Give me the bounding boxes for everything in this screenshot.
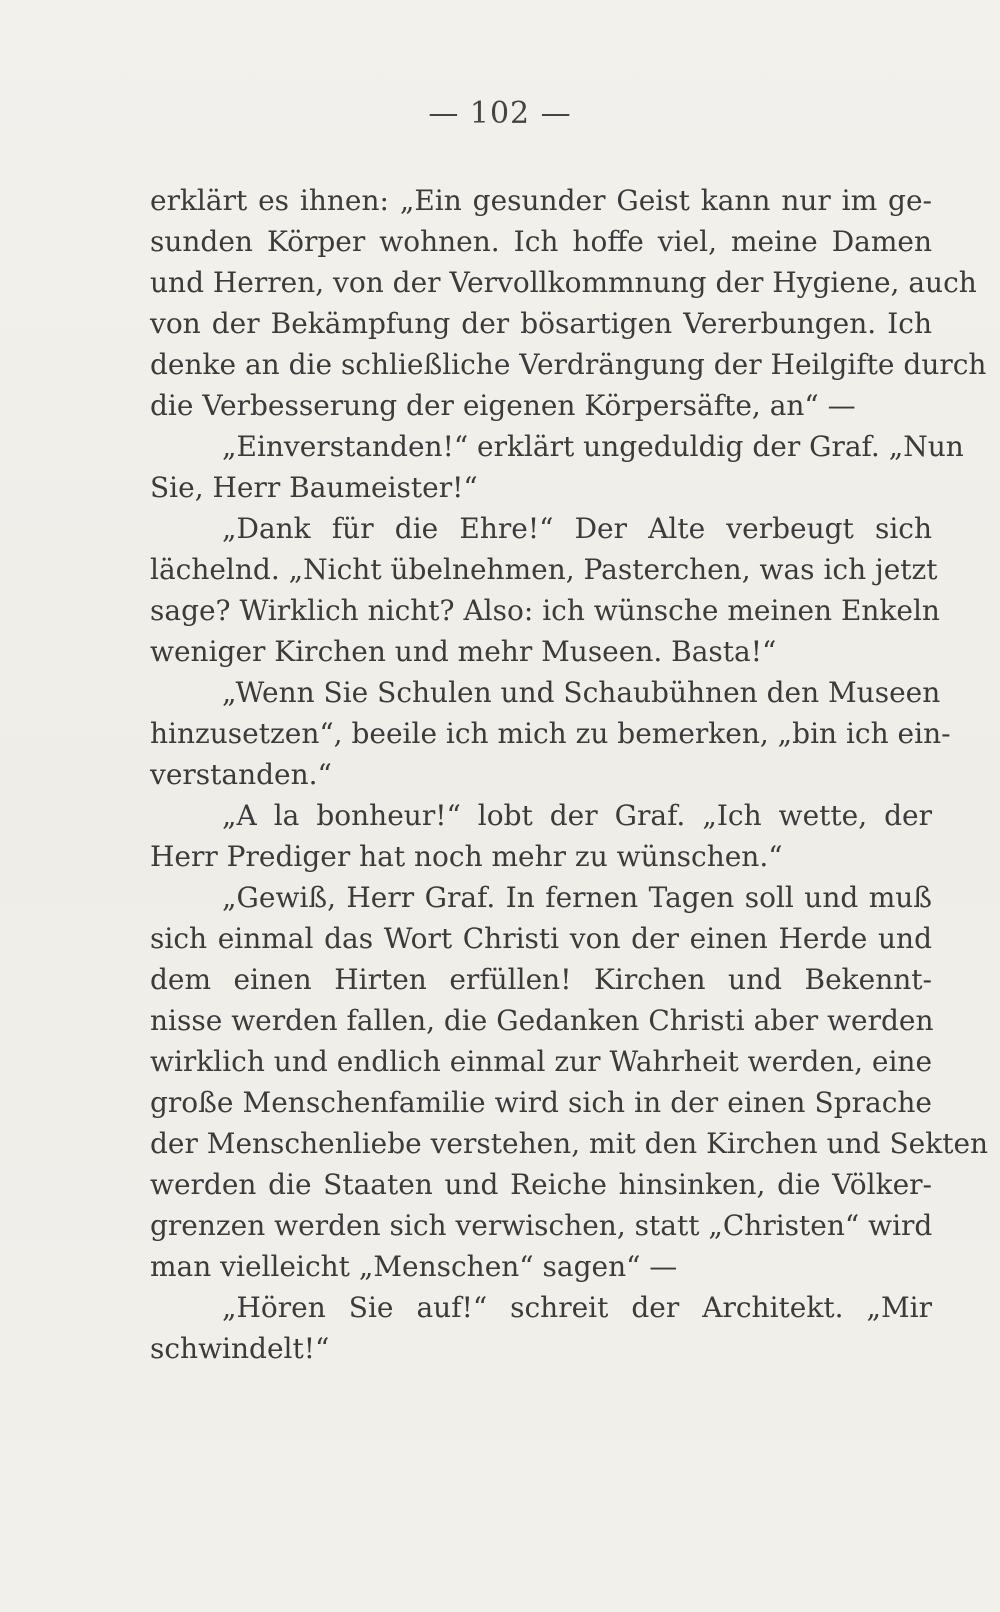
text-line: lächelnd. „Nicht übelnehmen, Pasterchen, was ich jetzt [150,553,938,586]
text-line: sage? Wirklich nicht? Also: ich wünsche meinen Enkeln [150,594,940,627]
text-line: große Menschenfamilie wird sich in der einen Sprache [150,1086,932,1119]
text-line: der Menschenliebe verstehen, mit den Kirchen und Sekten [150,1127,989,1160]
page-number: — 102 — [428,96,572,131]
text-line: „Wenn Sie Schulen und Schaubühnen den Museen [222,676,941,709]
text-line: verstanden.“ [150,758,332,791]
text-line: sunden Körper wohnen. Ich hoffe viel, meine Damen [150,225,932,258]
text-line: hinzusetzen“, beeile ich mich zu bemerken, „bin ich ein- [150,717,951,750]
text-line: nisse werden fallen, die Gedanken Christi aber werden [150,1004,934,1037]
text-line: „Gewiß, Herr Graf. In fernen Tagen soll und muß [222,881,932,914]
text-line: sich einmal das Wort Christi von der einen Herde und [150,922,932,955]
text-line: werden die Staaten und Reiche hinsinken, die Völker- [150,1168,932,1201]
text-line: wirklich und endlich einmal zur Wahrheit werden, eine [150,1045,933,1078]
text-line: man vielleicht „Menschen“ sagen“ — [150,1250,678,1283]
text-line: „Einverstanden!“ erklärt ungeduldig der Graf. „Nun [222,430,964,463]
text-line: erklärt es ihnen: „Ein gesunder Geist kann nur im ge- [150,184,932,217]
text-line: und Herren, von der Vervollkommnung der Hygiene, auch [150,266,977,299]
text-line: schwindelt!“ [150,1332,330,1365]
text-line: weniger Kirchen und mehr Museen. Basta!“ [150,635,777,668]
body-text [150,180,989,1369]
text-line: Herr Prediger hat noch mehr zu wünschen.“ [150,840,783,873]
text-line: die Verbesserung der eigenen Körpersäfte, an“ — [150,389,856,422]
text-line: „A la bonheur!“ lobt der Graf. „Ich wette, der [222,799,932,832]
text-line: „Hören Sie auf!“ schreit der Architekt. „Mir [222,1291,932,1324]
text-line: „Dank für die Ehre!“ Der Alte verbeugt sich [222,512,932,545]
text-line: grenzen werden sich verwischen, statt „Christen“ wird [150,1209,933,1242]
text-line: Sie, Herr Baumeister!“ [150,471,478,504]
text-line: von der Bekämpfung der bösartigen Vererbungen. Ich [150,307,932,340]
text-line: dem einen Hirten erfüllen! Kirchen und Bekennt- [150,963,932,996]
text-line: denke an die schließliche Verdrängung der Heilgifte durch [150,348,987,381]
